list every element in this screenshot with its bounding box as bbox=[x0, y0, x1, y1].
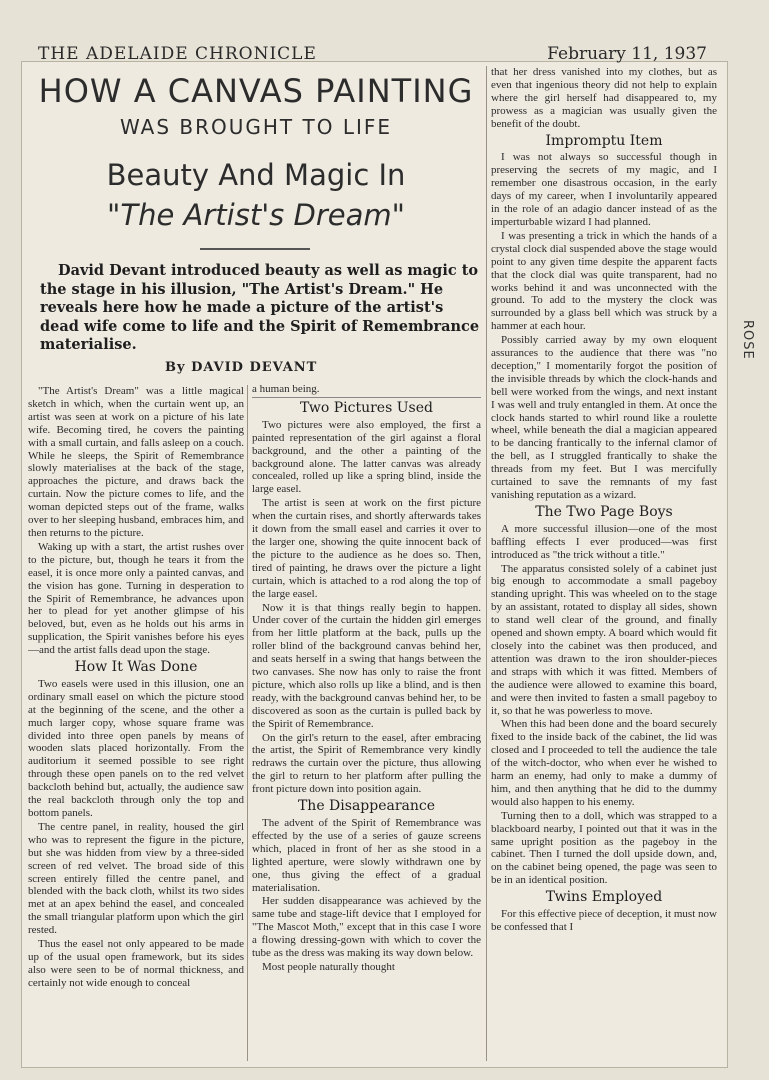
headline-line-1: HOW A CANVAS PAINTING bbox=[38, 72, 474, 110]
paragraph: Now it is that things really begin to happen. Under cover of the curtain the hidden girl emerges from her little platform at the back, pulls up the roller blind of the background canvas behind her, and seats herself in a swing that hangs between the two canvases. She now has only to raise the front picture, which also rolls up like a blind, and is then ready, with the background canvas behind her, to be discovered as soon as the curtain is pulled back by the Spirit of Remembrance. bbox=[252, 601, 481, 730]
paragraph: Two pictures were also employed, the first a painted representation of the girl against a floral background, and the other a painting of the background alone. The latter canvas was already concealed, rolled up like a spring blind, inside the large easel. bbox=[252, 418, 481, 496]
section-heading: Two Pictures Used bbox=[300, 399, 433, 416]
publication-date: February 11, 1937 bbox=[547, 44, 707, 64]
paragraph: Thus the easel not only appeared to be made up of the usual open framework, but its sides also were seen to be of normal thickness, and certainly not wide enough to conceal bbox=[28, 938, 244, 989]
standfirst: David Devant introduced beauty as well as magic to the stage in his illusion, "The Artist's Dream." He reveals here how he made a picture of the artist's dead wife come to life and the Spirit of Remembrance materialise. bbox=[40, 262, 480, 353]
column-divider-1 bbox=[247, 385, 248, 1061]
paragraph: On the girl's return to the easel, after embracing the artist, the Spirit of Remembrance very kindly redraws the curtain over the picture, thus allowing the girl to return to her platform after pulling the front picture down into position again. bbox=[252, 731, 481, 796]
headline-line-2: WAS BROUGHT TO LIFE bbox=[119, 115, 393, 139]
headline-divider bbox=[200, 248, 310, 250]
section-heading: The Two Page Boys bbox=[535, 503, 673, 520]
paragraph: I was not always so successful though in preserving the secrets of my magic, and I remember one disastrous occasion, in the early days of my career, when I involuntarily appeared in the role of an adagio dancer instead of as the imperturbable wizard I had planned. bbox=[491, 151, 717, 228]
paragraph: The centre panel, in reality, housed the girl who was to represent the figure in the picture, but she was hidden from view by a three-sided screen of red velvet. The broad side of this screen entirely filled the centre panel, and blended with the back cloth, whilst its two sides met at an apex behind the easel, and concealed the small triangular platform upon which the girl rested. bbox=[28, 820, 244, 937]
byline: By DAVID DEVANT bbox=[165, 360, 318, 375]
paragraph: that her dress vanished into my clothes, but as even that ingenious theory did not help to explain where the girl herself had disappeared to, my prowess as a magician was usually given the benefit of the doubt. bbox=[491, 66, 717, 130]
article-column-3 bbox=[491, 66, 717, 1061]
paragraph: For this effective piece of deception, it must now be confessed that I bbox=[491, 908, 717, 933]
section-heading: Twins Employed bbox=[545, 889, 663, 906]
paragraph: Waking up with a start, the artist rushes over to the picture, but, though he tears it from the easel, it is once more only a painted canvas, and the vision has gone. Turning in desperation to the Spirit of Remembrance, he advances upon her to plead for yet another glimpse of his beloved, but, even as he holds out his arms in supplication, the Spirit vanishes before his eyes—and the artist falls dead upon the stage. bbox=[28, 540, 244, 657]
margin-handwriting: ROSE bbox=[740, 320, 755, 360]
section-heading: Impromptu Item bbox=[545, 132, 663, 149]
paragraph: Most people naturally thought bbox=[262, 960, 395, 973]
paragraph: The advent of the Spirit of Remembrance was effected by the use of a series of gauze screens which, placed in front of her as she stood in a lighted aperture, were slowly withdrawn one by one, thus giving the effect of a gradual materialisation. bbox=[252, 817, 481, 894]
paragraph: A more successful illusion—one of the most baffling effects I ever produced—was first introduced as "the trick without a title." bbox=[491, 522, 717, 561]
paragraph: Turning then to a doll, which was strapped to a blackboard nearby, I pointed out that it was in the same upright position as the pageboy in the cabinet. Then I turned the doll upside down, and, on the cabinet being opened, the page was seen to be in an identical position. bbox=[491, 809, 717, 887]
paragraph: When this had been done and the board securely fixed to the inside back of the cabinet, the lid was closed and I proceeded to tell the audience the tale of the witch-doctor, who when ever he wished to harm an enemy, had only to make a dummy of him, and then anything that he did to the dummy would also happen to his enemy. bbox=[491, 718, 717, 808]
paragraph: I was presenting a trick in which the hands of a crystal clock dial suspended above the stage would point to any given time despite the apparent facts that the clock dial was quite transparent, had no works behind it and was unconnected with the ground. To add to the mystery the clock was surrounded by a glass bell which was struck by a hammer at each hour. bbox=[491, 229, 717, 333]
publication-name: THE ADELAIDE CHRONICLE bbox=[38, 44, 317, 64]
subheadline-line-1: Beauty And Magic In bbox=[106, 158, 406, 192]
subheadline-line-2: "The Artist's Dream" bbox=[107, 198, 405, 232]
paragraph: Her sudden disappearance was achieved by the same tube and stage-lift device that I employed for "The Mascot Moth," except that in this case I wore a flowing dressing-gown with which to cover the tube as the dress was making its way down below. bbox=[252, 895, 481, 960]
section-heading: How It Was Done bbox=[74, 659, 198, 676]
paragraph: "The Artist's Dream" was a little magical sketch in which, when the curtain went up, an artist was seen at work on a picture of his late wife. Becoming tired, he covers the painting with a small curtain, and falls asleep on a couch. While he sleeps, the Spirit of Remembrance slowly materialises at the back of the stage, approaches the picture, and draws back the curtain. Now the picture comes to life, and the woman depicted steps out of the frame, walks over to her sleeping husband, embraces him, and then returns to the picture. bbox=[28, 385, 244, 539]
carried-over-text: a human being. bbox=[252, 383, 481, 398]
article-column-1 bbox=[28, 385, 244, 1061]
paragraph: The apparatus consisted solely of a cabinet just big enough to accommodate a small pageboy standing upright. This was wheeled on to the stage by an assistant, rotated to display all sides, shown to stand well clear of the ground, and finally opened and shown empty. A board which would fit closely into the cabinet was then produced, and attention was drawn to the iron shoulder-pieces and straps with which it was fitted. Members of the audience were allowed to examine this board, and were then invited to fasten a small pageboy to it, so that he was powerless to move. bbox=[491, 562, 717, 717]
column-divider-2 bbox=[486, 66, 487, 1061]
paragraph: Two easels were used in this illusion, one an ordinary small easel on which the picture stood at the beginning of the scene, and the other a much larger copy, whose square frame was divided into three open panels by means of wooden slats placed horizontally. From the auditorium it seemed possible to see right through these open panels on to the red velvet backcloth behind but, actually, the audience saw the real backcloth through only the top and bottom panels. bbox=[28, 677, 244, 819]
section-heading: The Disappearance bbox=[297, 798, 436, 815]
article-column-2 bbox=[252, 383, 481, 1061]
paragraph: Possibly carried away by my own eloquent assurances to the audience that there was "no deception," I momentarily forgot the position of the invisible threads by which the clock-hands and bell were worked from the wings, and next instant I was well and truly entangled in them. At once the clock hands started to whirl round like a roulette wheel, while beneath the dial a magician appeared to be dancing frantically to the infernal clamor of the bell, as I struggled frantically to shake the threads from my feet. But I was mercifully curtained to save the remnants of my fast vanishing reputation as a wizard. bbox=[491, 334, 717, 501]
paragraph: The artist is seen at work on the first picture when the curtain rises, and shortly afterwards takes it down from the small easel and carries it over to the larger one, showing the quite innocent back of the picture to the audience as he does so. Then, tired of painting, he draws over the picture a light curtain, which is attached to a rod along the top of the large easel. bbox=[252, 497, 481, 600]
